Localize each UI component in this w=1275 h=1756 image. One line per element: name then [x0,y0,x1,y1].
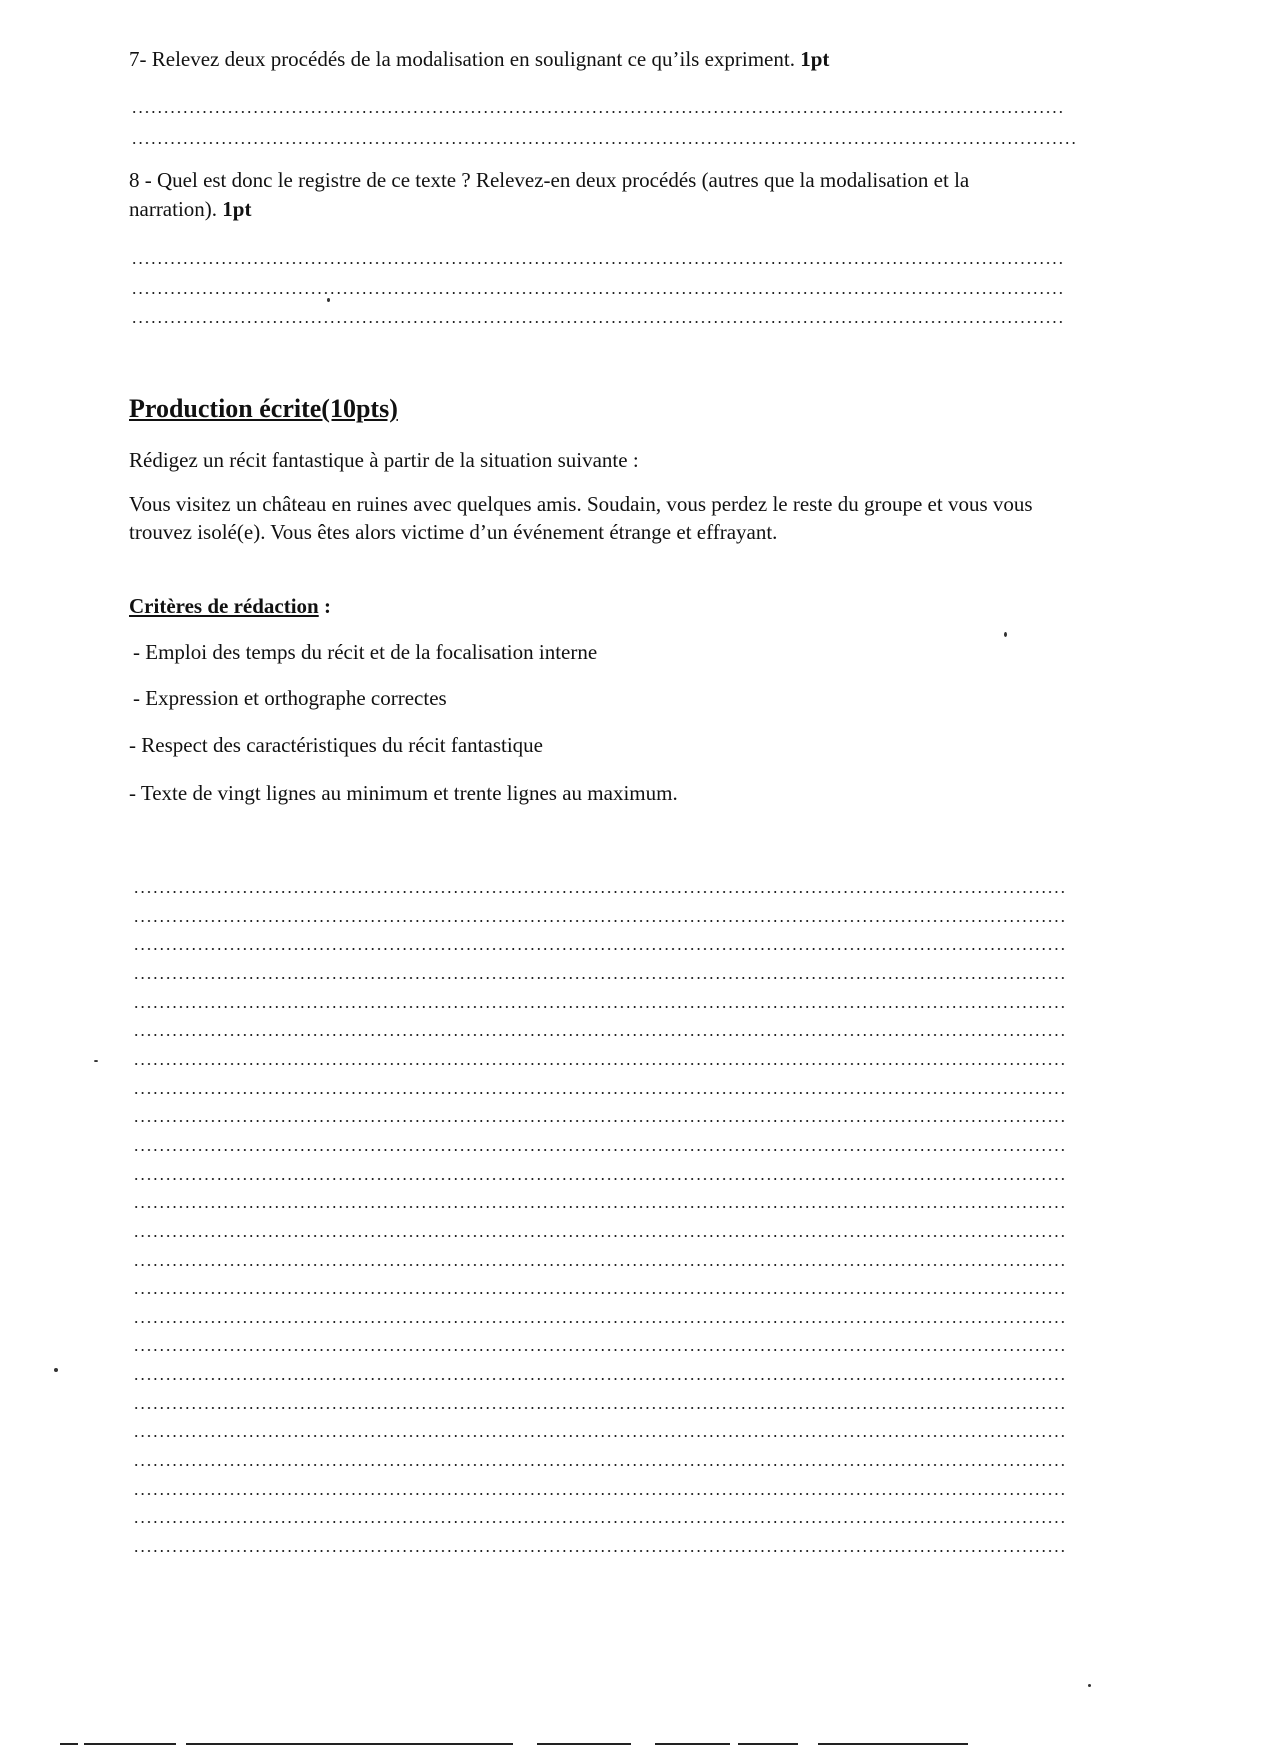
question-7-text: 7- Relevez deux procédés de la modalisation en soulignant ce qu’ils expriment. [129,47,795,71]
criteria-title: Critères de rédaction [129,594,319,618]
writing-line[interactable] [133,1435,1066,1437]
situation-text: Vous visitez un château en ruines avec quelques amis. Soudain, vous perdez le reste du groupe et vous vous trouvez isolé(e). Vous êtes alors victime d’un événement étrange et effrayant. [129,492,1033,544]
writing-line[interactable] [133,1349,1066,1351]
writing-line[interactable] [133,1493,1066,1495]
criteria-item: - Expression et orthographe correctes [133,686,447,710]
criteria-item: - Emploi des temps du récit et de la focalisation interne [133,640,598,664]
criteria-item: - Texte de vingt lignes au minimum et trente lignes au maximum. [129,781,678,805]
writing-line[interactable] [133,1149,1066,1151]
writing-line[interactable] [133,1063,1066,1065]
writing-line[interactable] [133,1321,1066,1323]
writing-line[interactable] [133,1092,1066,1094]
writing-line[interactable] [133,1550,1066,1552]
answer-line[interactable] [131,111,1064,113]
footer-rule [0,1743,1275,1745]
answer-line[interactable] [131,321,1064,323]
scan-speck [327,298,330,302]
writing-line[interactable] [133,1292,1066,1294]
answer-line[interactable] [131,142,1077,144]
writing-line[interactable] [133,977,1066,979]
writing-line[interactable] [133,1034,1066,1036]
criteria-colon: : [318,594,331,618]
writing-line[interactable] [133,1120,1066,1122]
scan-speck [1088,1684,1091,1687]
criteria-heading [129,592,331,620]
writing-line[interactable] [133,1235,1066,1237]
scan-speck [94,1060,98,1062]
writing-line[interactable] [133,920,1066,922]
writing-line[interactable] [133,1464,1066,1466]
section-title: Production écrite(10pts) [129,394,398,423]
writing-line[interactable] [133,948,1066,950]
answer-line[interactable] [131,262,1064,264]
writing-line[interactable] [133,1006,1066,1008]
answer-line[interactable] [131,292,1064,294]
scan-speck [1004,632,1007,637]
writing-line[interactable] [133,1407,1066,1409]
criteria-item: - Respect des caractéristiques du récit fantastique [129,733,543,757]
question-7 [129,45,1089,74]
question-8-points: 1pt [222,197,252,221]
writing-line[interactable] [133,1521,1066,1523]
scan-speck [54,1368,58,1372]
question-8 [129,166,989,224]
writing-line[interactable] [133,1264,1066,1266]
writing-line[interactable] [133,1178,1066,1180]
instruction-text: Rédigez un récit fantastique à partir de la situation suivante : [129,448,639,472]
writing-line[interactable] [133,891,1066,893]
question-8-text: 8 - Quel est donc le registre de ce texte ? Relevez-en deux procédés (autres que la modalisation et la narration). [129,168,970,221]
writing-line[interactable] [133,1206,1066,1208]
writing-line[interactable] [133,1378,1066,1380]
question-7-points: 1pt [800,47,830,71]
